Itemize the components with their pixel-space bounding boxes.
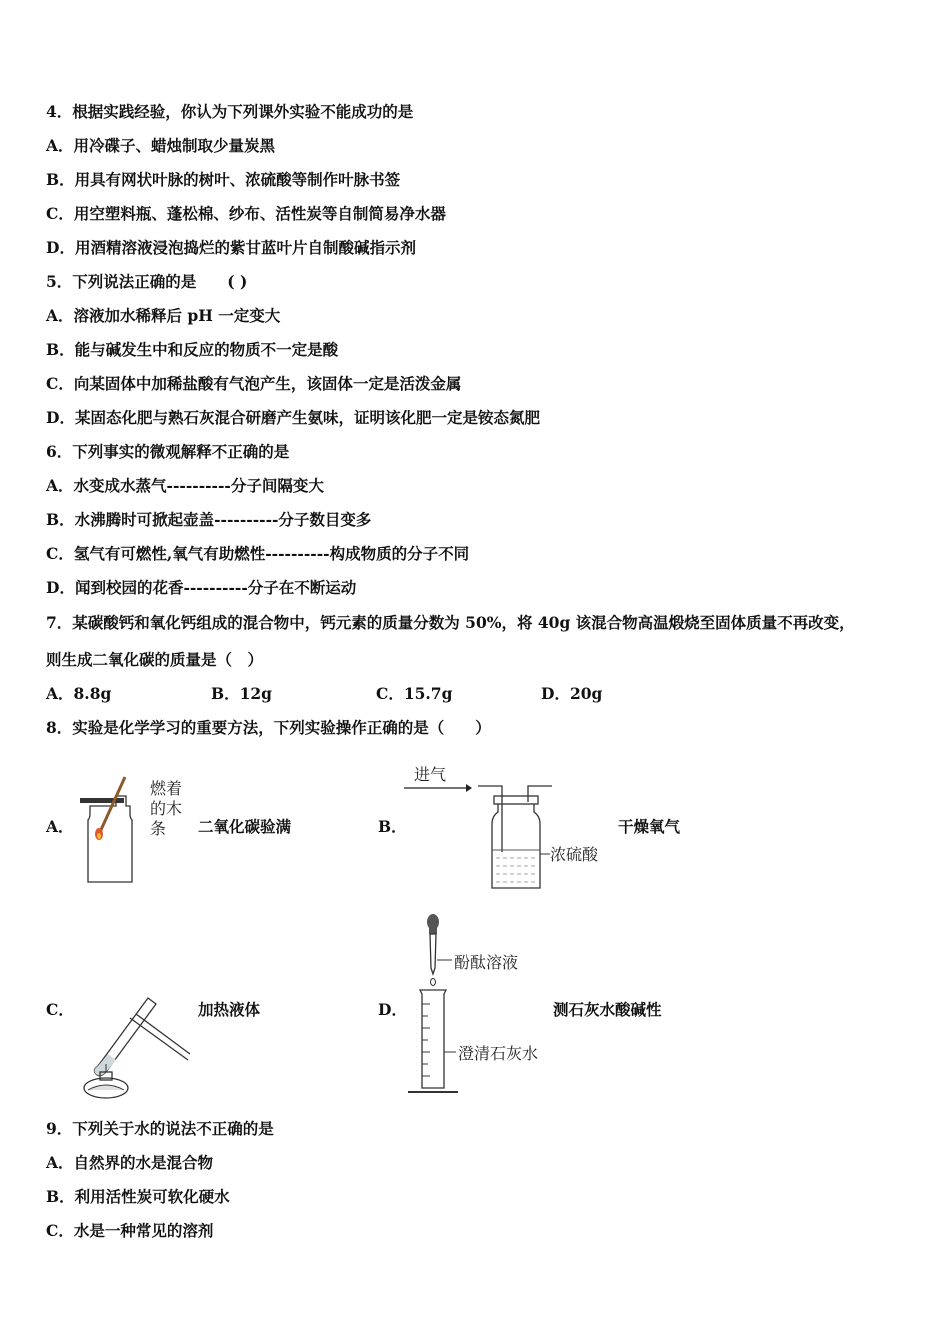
clear-limewater-label: 澄清石灰水: [458, 1044, 539, 1063]
question-9-option-c: C．水是一种常见的溶剂: [46, 1221, 214, 1240]
question-4-stem: 4．根据实践经验，你认为下列课外实验不能成功的是: [46, 102, 414, 121]
question-6-stem: 6．下列事实的微观解释不正确的是: [46, 442, 290, 461]
question-7-option-b: B．12g: [211, 684, 273, 703]
question-9-stem: 9．下列关于水的说法不正确的是: [46, 1119, 274, 1138]
question-4-option-b: B．用具有网状叶脉的树叶、浓硫酸等制作叶脉书签: [46, 170, 401, 189]
question-5-stem: 5．下列说法正确的是 ( ): [46, 272, 248, 291]
limewater-test-figure: [404, 912, 564, 1098]
question-8-option-b-letter: B．: [378, 817, 407, 836]
question-6-option-c: C．氢气有可燃性,氧气有助燃性----------构成物质的分子不同: [46, 544, 470, 563]
question-9-option-a: A．自然界的水是混合物: [46, 1153, 214, 1172]
question-7-option-a: A．8.8g: [46, 684, 112, 703]
question-7-option-c: C．15.7g: [376, 684, 453, 703]
question-7-option-d: D．20g: [541, 684, 603, 703]
question-6-option-b: B．水沸腾时可掀起壶盖----------分子数目变多: [46, 510, 372, 529]
question-8-stem: 8．实验是化学学习的重要方法，下列实验操作正确的是（ ）: [46, 718, 491, 737]
burning-stick-label-2: 的木: [150, 799, 183, 818]
heat-liquid-figure: [74, 984, 194, 1100]
question-4-option-c: C．用空塑料瓶、蓬松棉、纱布、活性炭等自制简易净水器: [46, 204, 446, 223]
question-4-option-d: D．用酒精溶液浸泡捣烂的紫甘蓝叶片自制酸碱指示剂: [46, 238, 416, 257]
question-7-stem-line2: 则生成二氧化碳的质量是（ ）: [46, 650, 264, 669]
question-8-option-c-caption: 加热液体: [198, 1000, 261, 1019]
gas-inlet-label: 进气: [414, 765, 447, 784]
question-6-option-d: D．闻到校园的花香----------分子在不断运动: [46, 578, 357, 597]
co2-fullness-test-figure: [70, 772, 200, 890]
dry-oxygen-figure: [402, 762, 622, 892]
question-8-option-d-caption: 测石灰水酸碱性: [553, 1000, 662, 1019]
question-4-option-a: A．用冷碟子、蜡烛制取少量炭黑: [46, 136, 276, 155]
question-5-option-a: A．溶液加水稀释后 pH 一定变大: [46, 306, 281, 325]
question-8-option-a-caption: 二氧化碳验满: [198, 817, 292, 836]
question-6-option-a: A．水变成水蒸气----------分子间隔变大: [46, 476, 324, 495]
burning-stick-label-3: 条: [150, 819, 167, 838]
question-7-stem-line1: 7．某碳酸钙和氧化钙组成的混合物中，钙元素的质量分数为 50%，将 40g 该混合物高温煅烧至固体质量不再改变，: [46, 613, 855, 632]
question-8-option-b-caption: 干燥氧气: [618, 817, 681, 836]
question-5-option-c: C．向某固体中加稀盐酸有气泡产生，该固体一定是活泼金属: [46, 374, 462, 393]
question-9-option-b: B．利用活性炭可软化硬水: [46, 1187, 230, 1206]
question-8-option-d-letter: D．: [378, 1000, 407, 1019]
question-8-option-a-letter: A．: [46, 817, 74, 836]
phenolphthalein-label: 酚酞溶液: [454, 953, 519, 972]
conc-sulfuric-acid-label: 浓硫酸: [550, 845, 599, 864]
question-5-option-b: B．能与碱发生中和反应的物质不一定是酸: [46, 340, 339, 359]
question-8-option-c-letter: C．: [46, 1000, 74, 1019]
question-5-option-d: D．某固态化肥与熟石灰混合研磨产生氨味，证明该化肥一定是铵态氮肥: [46, 408, 540, 427]
burning-stick-label-1: 燃着: [150, 779, 183, 798]
